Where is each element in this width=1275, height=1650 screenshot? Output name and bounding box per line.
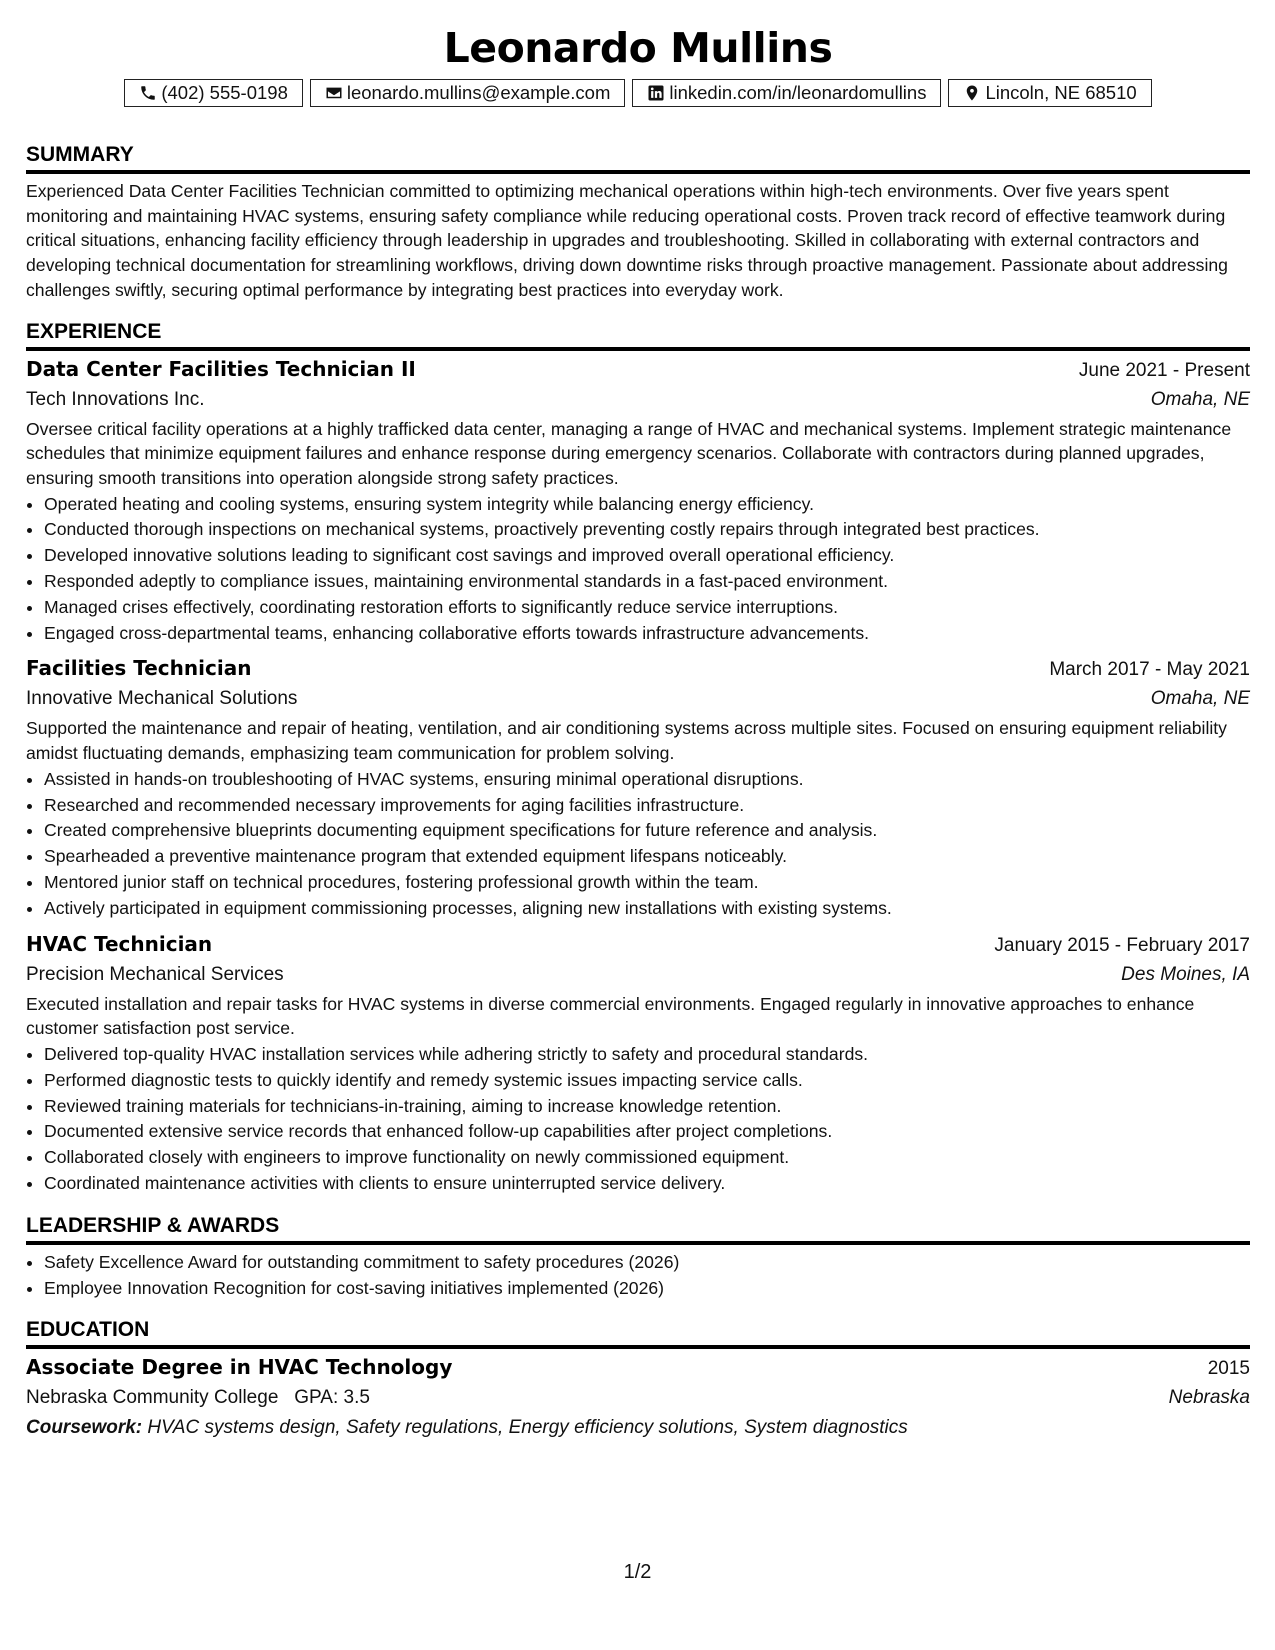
job-title: Facilities Technician (26, 656, 252, 681)
job-bullet: • Coordinated maintenance activities with clients to ensure uninterrupted service delivery. (44, 1171, 1250, 1197)
award-item: • Safety Excellence Award for outstanding commitment to safety procedures (2026) (44, 1250, 1250, 1276)
degree: Associate Degree in HVAC Technology (26, 1355, 453, 1380)
job-title: Data Center Facilities Technician II (26, 356, 416, 381)
linkedin-icon (647, 84, 665, 102)
school-location: Nebraska (1168, 1387, 1250, 1409)
section-title-leadership: LEADERSHIP & AWARDS (26, 1213, 1250, 1245)
job-dates: January 2015 - February 2017 (994, 934, 1250, 956)
job-company: Precision Mechanical Services (26, 963, 284, 985)
job-bullet: • Researched and recommended necessary improvements for aging facilities infrastructure. (44, 793, 1250, 819)
education-subheader (26, 1383, 1250, 1413)
job-description: Oversee critical facility operations at a highly trafficked data center, managing a range of HVAC and mechanical systems. Implement strategic maintenance schedules that minimize equipment failures and enhance response during emergency scenarios. Collaborate with contractors during planned upgrades, ensuring smooth transitions into operation alongside strong safety practices. (26, 418, 1232, 488)
job-company: Tech Innovations Inc. (26, 388, 205, 410)
job-bullet: • Documented extensive service records that enhanced follow-up capabilities after project completions. (44, 1119, 1250, 1145)
contact-phone[interactable] (124, 79, 303, 107)
summary-text: Experienced Data Center Facilities Technician committed to optimizing mechanical operations within high-tech environments. Over five years spent monitoring and maintaining HVAC systems, ensuring safety compliance while reducing operational costs. Proven track record of effective teamwork during critical situations, enhancing facility efficiency through leadership in upgrades and troubleshooting. Skilled in collaborating with external contractors and developing technical documentation for streamlining workflows, driving down downtime risks through proactive management. Passionate about addressing challenges swiftly, securing optimal performance by integrating best practices into everyday work. (26, 181, 1228, 300)
awards-list (26, 1250, 1250, 1302)
leadership-section (26, 1213, 1250, 1302)
job-bullet: • Engaged cross-departmental teams, enhancing collaborative efforts towards infrastructure advancements. (44, 621, 1250, 647)
phone-icon (139, 84, 157, 102)
job-header (26, 654, 1250, 684)
contact-location-text: Lincoln, NE 68510 (985, 82, 1137, 103)
education-section (26, 1317, 1250, 1443)
contact-location[interactable] (948, 79, 1151, 107)
school-line (26, 1383, 370, 1413)
job-bullets (26, 1042, 1250, 1197)
job-location: Omaha, NE (1150, 388, 1250, 410)
job-bullet: • Responded adeptly to compliance issues, maintaining environmental standards in a fast-paced environment. (44, 569, 1250, 595)
job-description: Executed installation and repair tasks for HVAC systems in diverse commercial environments. Engaged regularly in innovative approaches to enhance customer satisfaction post service. (26, 993, 1195, 1039)
contact-linkedin[interactable] (632, 79, 941, 107)
candidate-name: Leonardo Mullins (443, 24, 833, 72)
job-title: HVAC Technician (26, 931, 213, 956)
gpa: GPA: 3.5 (294, 1387, 370, 1409)
job-subheader (26, 385, 1250, 415)
coursework (26, 1413, 1250, 1443)
job-description: Supported the maintenance and repair of heating, ventilation, and air conditioning systems across multiple sites. Focused on ensuring equipment reliability amidst fluctuating demands, emphasizing team communication for problem solving. (26, 718, 1227, 764)
job-bullet: • Developed innovative solutions leading to significant cost savings and improved overall operational efficiency. (44, 543, 1250, 569)
job-subheader (26, 684, 1250, 714)
education-entry (26, 1353, 1250, 1443)
job-dates: March 2017 - May 2021 (1049, 659, 1250, 681)
job-bullet: • Conducted thorough inspections on mechanical systems, proactively preventing costly repairs through integrated best practices. (44, 517, 1250, 543)
job-header (26, 930, 1250, 960)
contact-email[interactable] (310, 79, 626, 107)
coursework-label: Coursework: (26, 1417, 143, 1439)
job-bullet: • Delivered top-quality HVAC installation services while adhering strictly to safety and procedural standards. (44, 1042, 1250, 1068)
school-name: Nebraska Community College (26, 1387, 279, 1409)
job-bullet: • Actively participated in equipment commissioning processes, aligning new installations with existing systems. (44, 896, 1250, 922)
job-bullets (26, 767, 1250, 922)
job-entry (26, 355, 1250, 647)
envelope-icon (325, 84, 343, 102)
job-bullet: • Managed crises effectively, coordinating restoration efforts to significantly reduce service interruptions. (44, 595, 1250, 621)
award-item: • Employee Innovation Recognition for cost-saving initiatives implemented (2026) (44, 1276, 1250, 1302)
contact-phone-text: (402) 555-0198 (161, 82, 288, 103)
job-location: Des Moines, IA (1121, 963, 1250, 985)
job-location: Omaha, NE (1150, 688, 1250, 710)
contact-email-text: leonardo.mullins@example.com (346, 82, 611, 103)
job-entry (26, 654, 1250, 921)
summary-section (26, 142, 1250, 303)
contact-bar (26, 79, 1250, 107)
coursework-list: HVAC systems design, Safety regulations, Energy efficiency solutions, System diagnostics (147, 1417, 908, 1439)
job-bullet: • Assisted in hands-on troubleshooting of HVAC systems, ensuring minimal operational disruptions. (44, 767, 1250, 793)
job-entry (26, 930, 1250, 1197)
section-title-education: EDUCATION (26, 1317, 1250, 1349)
graduation-year: 2015 (1207, 1358, 1250, 1380)
contact-linkedin-text: linkedin.com/in/leonardomullins (669, 82, 927, 103)
resume-content (26, 22, 1250, 1443)
experience-section (26, 319, 1250, 1197)
job-bullet: • Mentored junior staff on technical procedures, fostering professional growth within the team. (44, 870, 1250, 896)
education-header (26, 1353, 1250, 1383)
job-bullet: • Spearheaded a preventive maintenance program that extended equipment lifespans noticeably. (44, 844, 1250, 870)
job-bullet: • Collaborated closely with engineers to improve functionality on newly commissioned equipment. (44, 1145, 1250, 1171)
job-bullet: • Reviewed training materials for technicians-in-training, aiming to increase knowledge retention. (44, 1094, 1250, 1120)
page-number: 1/2 (623, 1561, 652, 1583)
job-company: Innovative Mechanical Solutions (26, 688, 298, 710)
job-bullet: • Operated heating and cooling systems, ensuring system integrity while balancing energy efficiency. (44, 492, 1250, 518)
job-bullet: • Created comprehensive blueprints documenting equipment specifications for future reference and analysis. (44, 818, 1250, 844)
section-title-experience: EXPERIENCE (26, 319, 1250, 351)
job-bullets (26, 492, 1250, 647)
job-header (26, 355, 1250, 385)
job-dates: June 2021 - Present (1078, 359, 1250, 381)
section-title-summary: SUMMARY (26, 142, 1250, 174)
job-bullet: • Performed diagnostic tests to quickly identify and remedy systemic issues impacting service calls. (44, 1068, 1250, 1094)
job-subheader (26, 960, 1250, 990)
map-pin-icon (963, 84, 981, 102)
